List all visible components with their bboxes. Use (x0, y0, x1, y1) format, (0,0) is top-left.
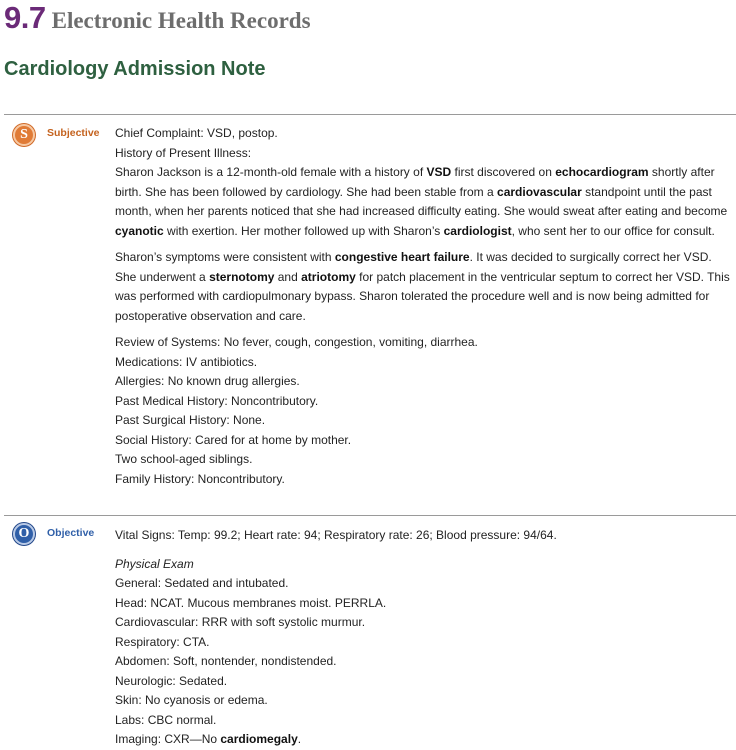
subjective-badge-icon: S (13, 124, 35, 146)
subjective-label: Subjective (47, 127, 100, 139)
past-surgical-history: Past Surgical History: None. (115, 413, 266, 427)
hpi-paragraph-2: Sharon’s symptoms were consistent with congestive heart failure. It was decided to surgically correct her VSD. She underwent a sternotomy and atriotomy for patch placement in the ventricular septum to correct her VSD. This was performed with cardiopulmonary bypass. Sharon tolerated the procedure well and is now being admitted for postoperative observation and care. (115, 250, 730, 323)
term-atriotomy: atriotomy (301, 269, 356, 284)
term-vsd: VSD (426, 165, 452, 179)
chapter-number: 9.7 (4, 0, 46, 35)
term-echocardiogram: echocardiogram (555, 165, 649, 179)
document-title: Cardiology Admission Note (4, 58, 266, 80)
medications: Medications: IV antibiotics. (115, 354, 258, 369)
siblings: Two school-aged siblings. (115, 452, 253, 466)
social-history: Social History: Cared for at home by mother. (115, 432, 352, 447)
section-divider-top (4, 114, 736, 115)
subjective-section (115, 124, 735, 489)
exam-cardiovascular: Cardiovascular: RRR with soft systolic murmur. (115, 615, 366, 629)
chief-complaint: Chief Complaint: VSD, postop. (115, 126, 278, 140)
labs: Labs: CBC normal. (115, 712, 217, 727)
imaging: Imaging: CXR—No cardiomegaly. (115, 732, 302, 746)
objective-label: Objective (47, 527, 95, 539)
term-sternotomy: sternotomy (209, 269, 275, 284)
term-congestive-heart-failure: congestive heart failure (334, 250, 470, 264)
chapter-heading (4, 0, 311, 36)
exam-head: Head: NCAT. Mucous membranes moist. PERRLA. (115, 595, 387, 610)
exam-skin: Skin: No cyanosis or edema. (115, 693, 268, 707)
objective-section (115, 526, 735, 750)
objective-badge-icon: O (13, 523, 35, 545)
past-medical-history: Past Medical History: Noncontributory. (115, 393, 319, 408)
exam-general: General: Sedated and intubated. (115, 576, 289, 590)
family-history: Family History: Noncontributory. (115, 471, 285, 486)
physical-exam-heading: Physical Exam (115, 556, 194, 571)
vital-signs: Vital Signs: Temp: 99.2; Heart rate: 94; Respiratory rate: 26; Blood pressure: 94/64. (115, 528, 557, 542)
term-cardiovascular: cardiovascular (497, 184, 582, 199)
hpi-paragraph-1: Sharon Jackson is a 12-month-old female with a history of VSD first discovered on echocardiogram shortly after birth. She has been followed by cardiology. She had been stable from a cardiovascular standpoint until the past month, when her parents noticed that she had increased difficulty eating. She would sweat after eating and become cyanotic with exertion. Her mother followed up with Sharon’s cardiologist, who sent her to our office for consult. (115, 165, 728, 238)
exam-neurologic: Neurologic: Sedated. (115, 673, 228, 688)
term-cardiomegaly: cardiomegaly (220, 732, 298, 746)
review-of-systems: Review of Systems: No fever, cough, congestion, vomiting, diarrhea. (115, 335, 478, 349)
exam-respiratory: Respiratory: CTA. (115, 634, 210, 649)
section-divider-middle (4, 515, 736, 516)
allergies: Allergies: No known drug allergies. (115, 374, 300, 388)
hpi-heading: History of Present Illness: (115, 145, 252, 160)
term-cyanotic: cyanotic (115, 223, 164, 238)
exam-abdomen: Abdomen: Soft, nontender, nondistended. (115, 654, 337, 668)
term-cardiologist: cardiologist (443, 223, 512, 238)
chapter-title: Electronic Health Records (51, 8, 311, 33)
